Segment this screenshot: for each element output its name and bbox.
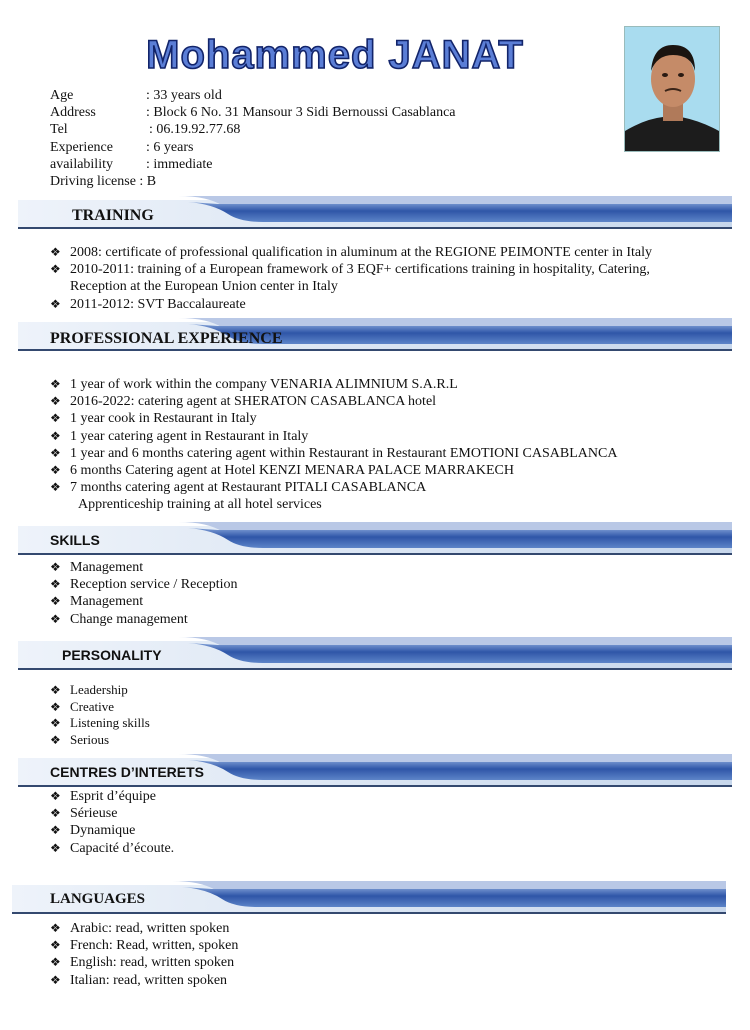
bullet-icon: ❖ [50,806,61,821]
bullet-icon: ❖ [50,296,61,311]
info-experience: Experience : 6 years [50,140,194,155]
list-item: ❖ Capacité d’écoute. [50,840,175,856]
list-item: ❖ Serious [50,731,109,747]
list-item: ❖ 2016-2022: catering agent at SHERATON CASABLANCA hotel [50,394,437,410]
languages-list [50,920,720,989]
personality-list [50,682,720,748]
bullet-icon: ❖ [50,262,61,277]
experience-list [50,376,720,514]
bullet-icon: ❖ [50,394,61,409]
bullet-icon: ❖ [50,560,61,574]
list-item: ❖ 1 year cook in Restaurant in Italy [50,411,257,427]
bullet-icon: ❖ [50,445,61,460]
section-title-training: TRAINING [72,207,154,224]
info-age: Age : 33 years old [50,88,222,103]
list-item: ❖ Management [50,594,144,610]
section-title-interests: CENTRES D’INTERETS [50,764,205,780]
list-item-continuation: Reception at the European Union center in Italy [70,279,338,295]
list-item: ❖ 1 year of work within the company VENARIA ALIMNIUM S.A.R.L [50,377,458,392]
list-item: ❖ 1 year and 6 months catering agent within Restaurant in Restaurant EMOTIONI CASABLANCA [50,445,618,461]
bullet-icon: ❖ [50,245,61,259]
section-header-skills [18,522,732,556]
section-header-experience [18,318,732,352]
list-item: ❖ Reception service / Reception [50,577,238,593]
list-item: ❖ Italian: read, written spoken [50,972,228,988]
bullet-icon: ❖ [50,716,61,730]
bullet-icon: ❖ [50,732,61,747]
list-item: ❖ Dynamique [50,823,136,839]
bullet-icon: ❖ [50,921,61,935]
list-item: ❖ 2011-2012: SVT Baccalaureate [50,296,246,312]
section-header-personality [18,637,732,671]
bullet-icon: ❖ [50,699,61,714]
profile-photo [624,26,720,152]
bullet-icon: ❖ [50,577,61,592]
list-item: ❖ Leadership [50,682,128,697]
list-item: ❖ Change management [50,611,188,627]
list-item: ❖ Arabic: read, written spoken [50,921,230,936]
bullet-icon: ❖ [50,789,61,803]
list-item: ❖ Listening skills [50,715,150,730]
section-header-training [18,196,732,230]
list-item: ❖ English: read, written spoken [50,955,235,971]
section-title-personality: PERSONALITY [62,647,162,663]
list-item: ❖ 6 months Catering agent at Hotel KENZI MENARA PALACE MARRAKECH [50,463,514,479]
list-item: ❖ Esprit d’équipe [50,789,156,804]
info-driving-license: Driving license : B [50,174,157,189]
bullet-icon: ❖ [50,955,61,970]
list-item: ❖ French: Read, written, spoken [50,938,239,954]
section-header-interests [18,754,732,788]
list-item: ❖ Sérieuse [50,806,118,822]
info-address: Address : Block 6 No. 31 Mansour 3 Sidi Bernoussi Casablanca [50,105,456,120]
list-item: ❖ Management [50,560,144,575]
section-title-languages: LANGUAGES [50,891,146,907]
section-title-experience: PROFESSIONAL EXPERIENCE [50,330,283,347]
section-header-languages [12,881,726,915]
list-item: ❖ 1 year catering agent in Restaurant in Italy [50,428,309,444]
bullet-icon: ❖ [50,594,61,609]
bullet-icon: ❖ [50,840,61,855]
bullet-icon: ❖ [50,480,61,495]
bullet-icon: ❖ [50,428,61,443]
list-item: ❖ 7 months catering agent at Restaurant PITALI CASABLANCA [50,480,427,496]
training-list [50,244,720,313]
list-item: ❖ 2008: certificate of professional qualification in aluminum at the REGIONE PEIMONTE center in Italy [50,245,652,260]
candidate-name: Mohammed JANAT [146,33,524,77]
bullet-icon: ❖ [50,411,61,426]
interests-list [50,788,720,857]
bullet-icon: ❖ [50,683,61,697]
bullet-icon: ❖ [50,972,61,987]
list-item: ❖ Creative [50,698,115,714]
experience-note: Apprenticeship training at all hotel services [78,497,322,513]
bullet-icon: ❖ [50,611,61,626]
info-tel: Tel : 06.19.92.77.68 [50,122,241,137]
list-item: ❖ 2010-2011: training of a European framework of 3 EQF+ certifications training in hospitality, Catering, [50,262,650,278]
bullet-icon: ❖ [50,377,61,391]
bullet-icon: ❖ [50,938,61,953]
bullet-icon: ❖ [50,823,61,838]
section-title-skills: SKILLS [50,532,100,548]
bullet-icon: ❖ [50,463,61,478]
skills-list [50,559,720,628]
info-availability: availability : immediate [50,157,213,172]
